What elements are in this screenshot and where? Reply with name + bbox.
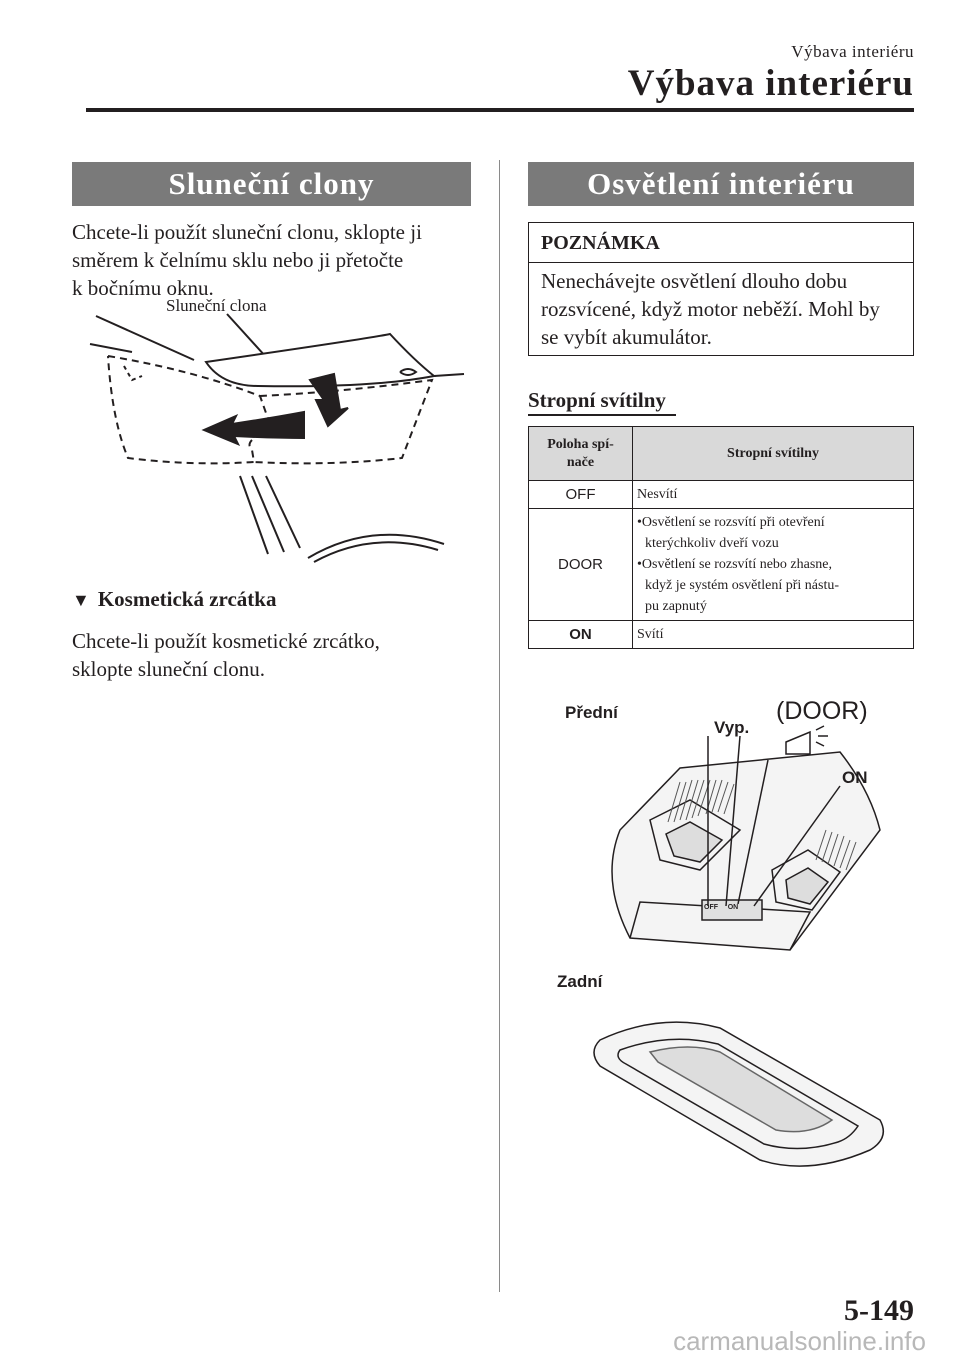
page-number: 5-149 <box>844 1294 914 1327</box>
text-line: Chcete-li použít sluneční clonu, sklopte ji <box>72 220 422 244</box>
sun-visor-instructions <box>72 218 472 302</box>
text-line: směrem k čelnímu sklu nebo ji přetočte <box>72 248 404 272</box>
overhead-light-table <box>528 426 914 649</box>
label-door: (DOOR) <box>776 697 868 725</box>
column-divider <box>499 160 500 1292</box>
running-header-small: Výbava interiéru <box>791 42 914 61</box>
table-row <box>529 481 914 509</box>
description-door <box>633 509 914 621</box>
section-title-sun-visors: Sluneční clony <box>72 162 471 206</box>
text-line: sklopte sluneční clonu. <box>72 657 266 681</box>
label-front: Přední <box>565 703 618 722</box>
position-on: ON <box>529 621 633 649</box>
vanity-mirror-instructions <box>72 627 472 683</box>
bullet-item: •Osvětlení se rozsvítí nebo zhasne, když je systém osvětlení při nástu- pu zapnutý <box>637 557 840 614</box>
bullet-item: •Osvětlení se rozsvítí při otevření kterýchkoliv dveří vozu <box>637 515 825 551</box>
position-door: DOOR <box>529 509 633 621</box>
section-title-interior-lights: Osvětlení interiéru <box>528 162 914 206</box>
text-line: rozsvícené, když motor neběží. Mohl by <box>541 297 880 321</box>
column-header-overhead-lights: Stropní svítilny <box>633 427 914 481</box>
note-box <box>528 222 914 356</box>
text-line: Chcete-li použít kosmetické zrcátko, <box>72 629 380 653</box>
label-rear: Zadní <box>557 972 603 991</box>
switch-mini-labels: OFF ON <box>704 904 739 911</box>
column-header-switch-position: Poloha spí- nače <box>529 427 633 481</box>
header-rule <box>86 108 914 112</box>
label-on: ON <box>842 768 868 787</box>
figure-label-sun-visor: Sluneční clona <box>166 296 267 315</box>
table-row <box>529 621 914 649</box>
note-body <box>541 267 907 351</box>
running-header-title: Výbava interiéru <box>627 63 914 104</box>
table-header-row <box>529 427 914 481</box>
subheading-overhead-lights: Stropní svítilny <box>528 388 666 412</box>
description-off: Nesvítí <box>633 481 914 509</box>
description-on: Svítí <box>633 621 914 649</box>
subheading-text: Kosmetická zrcátka <box>97 587 277 611</box>
text-line: k bočnímu oknu. <box>72 276 214 300</box>
label-off: Vyp. <box>714 718 750 737</box>
table-row <box>529 509 914 621</box>
sun-visor-illustration <box>72 300 472 570</box>
triangle-marker-icon: ▼ <box>72 590 90 610</box>
text-line: se vybít akumulátor. <box>541 325 712 349</box>
note-title: POZNÁMKA <box>529 223 913 263</box>
subheading-underline <box>528 414 676 416</box>
watermark: carmanualsonline.info <box>673 1326 926 1356</box>
text-line: Nenechávejte osvětlení dlouho dobu <box>541 269 848 293</box>
position-off: OFF <box>529 481 633 509</box>
subheading-vanity-mirrors <box>72 587 276 612</box>
